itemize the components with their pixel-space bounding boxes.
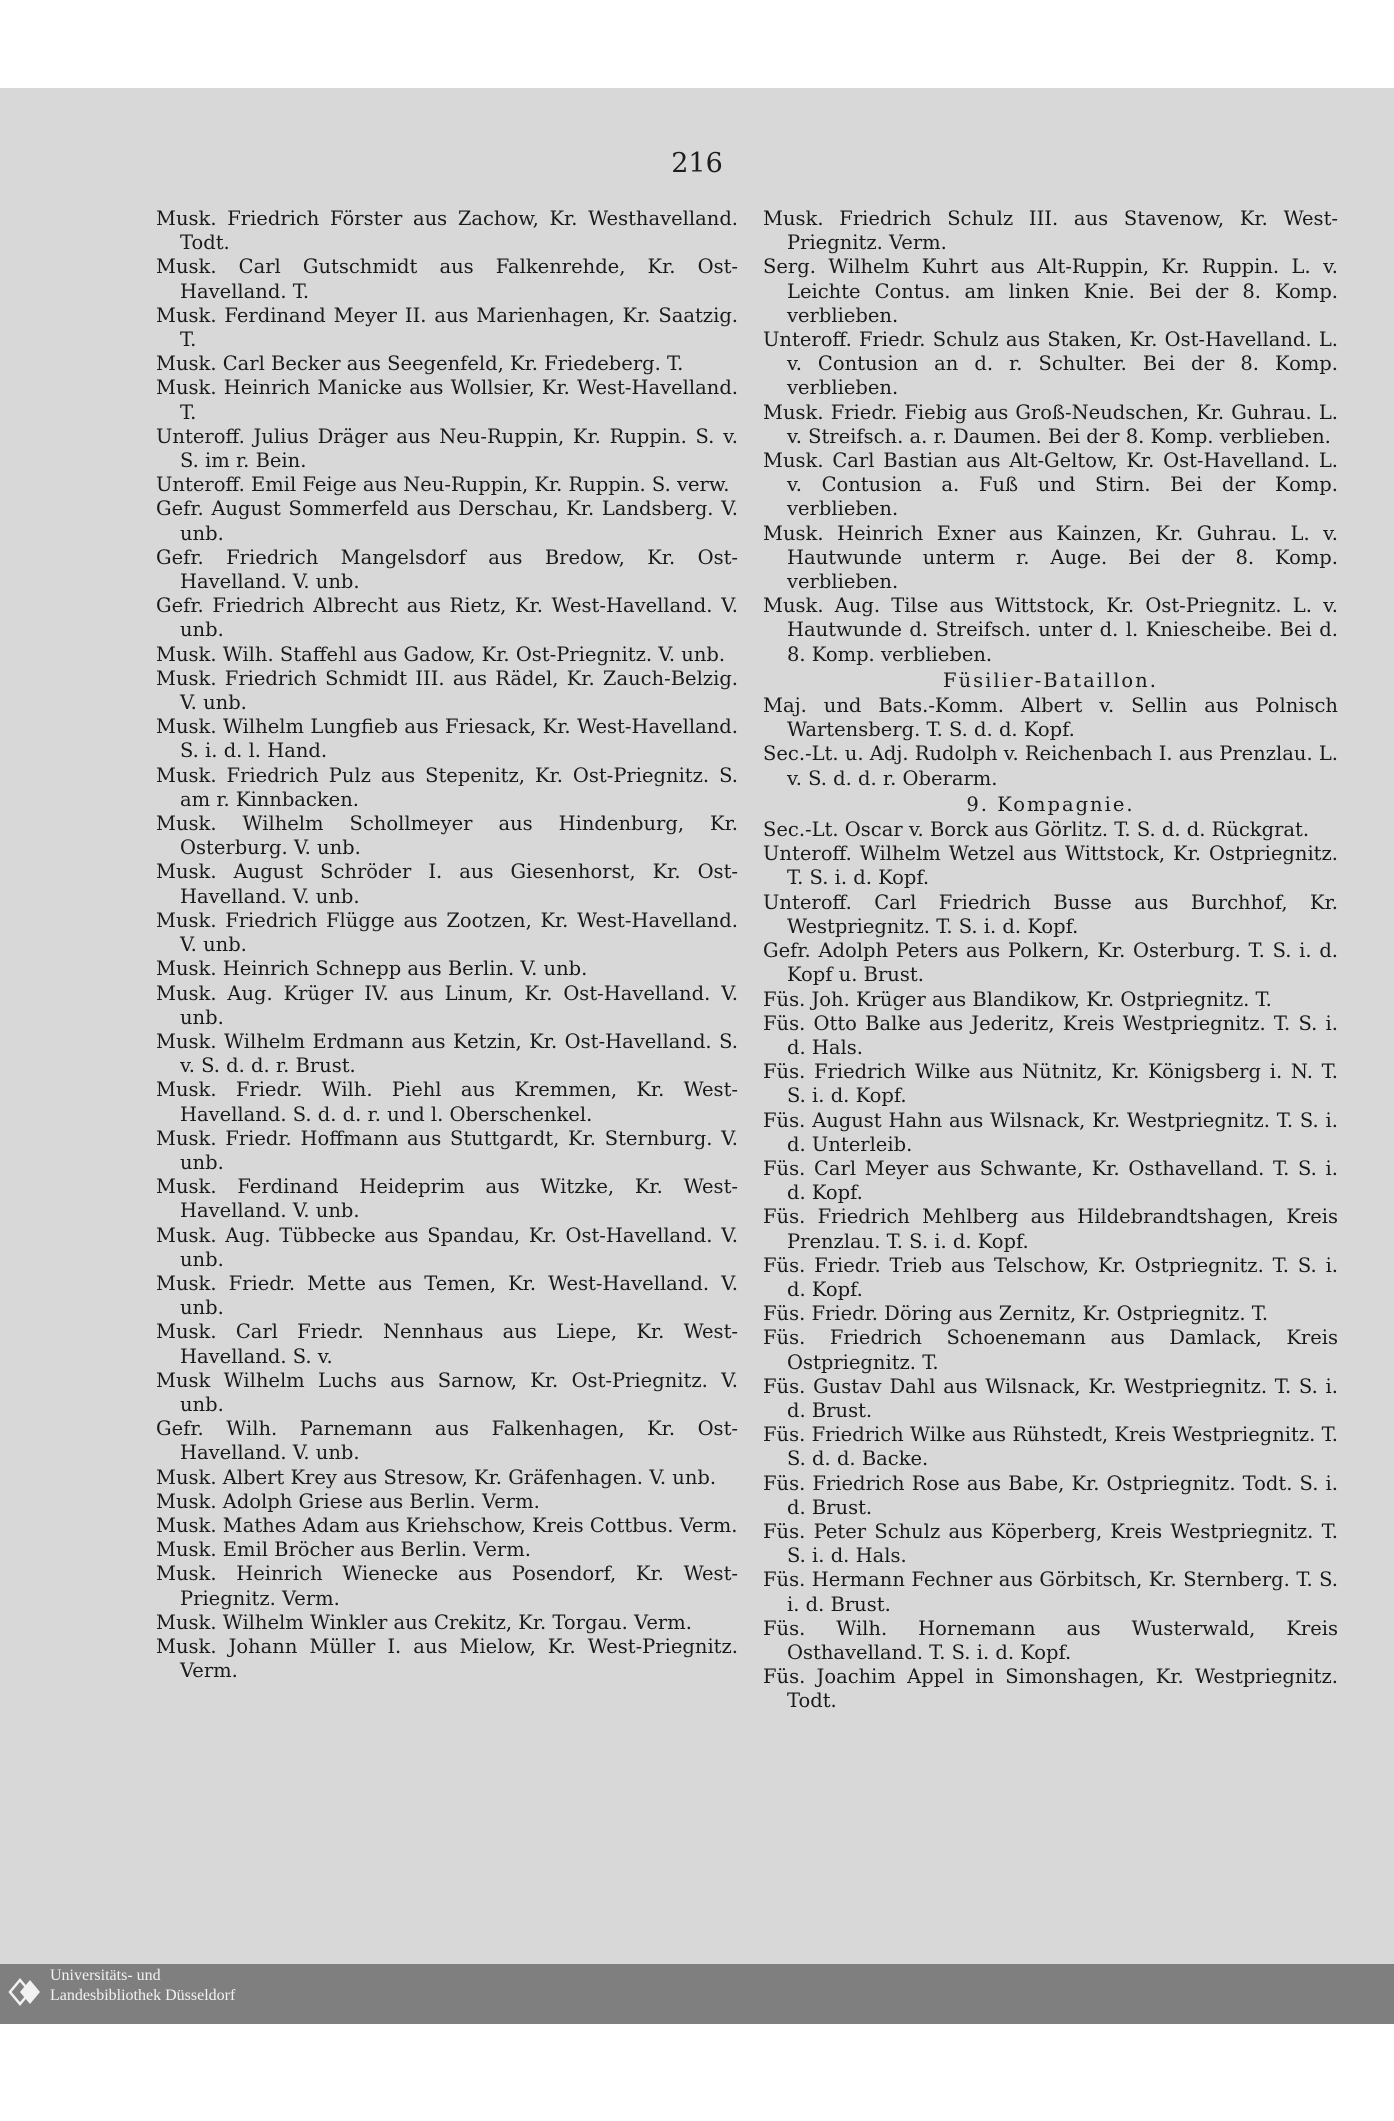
casualty-entry: Musk. Albert Krey aus Stresow, Kr. Gräfenhagen. V. unb. [156,1465,717,1489]
company-heading: 9. Kompagnie. [966,792,1135,816]
casualty-entry: Maj. und Bats.-Komm. Albert v. Sellin aus Polnisch Wartensberg. T. S. d. d. Kopf. [763,694,1338,742]
right-entries-ninth-company [763,818,1338,1714]
casualty-entry: Musk. Carl Gutschmidt aus Falkenrehde, Kr. Ost-Havelland. T. [156,255,738,303]
casualty-entry: Füs. August Hahn aus Wilsnack, Kr. Westpriegnitz. T. S. i. d. Unterleib. [763,1108,1338,1156]
casualty-entry: Unteroff. Carl Friedrich Busse aus Burchhof, Kr. Westpriegnitz. T. S. i. d. Kopf. [763,890,1338,938]
right-entries-eighth-company [763,207,1338,667]
casualty-entry: Füs. Friedr. Döring aus Zernitz, Kr. Ostpriegnitz. T. [763,1302,1269,1326]
casualty-entry: Musk. Heinrich Exner aus Kainzen, Kr. Guhrau. L. v. Hautwunde unterm r. Auge. Bei der 8. Komp. verblieben. [763,521,1338,594]
casualty-entry: Musk. Aug. Krüger IV. aus Linum, Kr. Ost-Havelland. V. unb. [156,981,738,1029]
casualty-entry: Musk. Friedrich Förster aus Zachow, Kr. Westhavelland. Todt. [156,207,738,255]
casualty-entry: Unteroff. Julius Dräger aus Neu-Ruppin, Kr. Ruppin. S. v. S. im r. Bein. [156,424,738,473]
casualty-entry: Musk. Aug. Tilse aus Wittstock, Kr. Ost-Priegnitz. L. v. Hautwunde d. Streifsch. unter d. l. Kniescheibe. Bei d. 8. Komp. verblieben. [763,594,1338,666]
casualty-entry: Füs. Friedr. Trieb aus Telschow, Kr. Ostpriegnitz. T. S. i. d. Kopf. [763,1253,1338,1301]
casualty-entry: Musk. Wilh. Staffehl aus Gadow, Kr. Ost-Priegnitz. V. unb. [156,642,726,666]
casualty-entry: Gefr. August Sommerfeld aus Derschau, Kr. Landsberg. V. unb. [156,497,738,545]
casualty-entry: Füs. Friedrich Wilke aus Nütnitz, Kr. Königsberg i. N. T. S. i. d. Kopf. [763,1060,1338,1108]
casualty-entry: Musk. Friedrich Pulz aus Stepenitz, Kr. Ost-Priegnitz. S. am r. Kinnbacken. [156,763,738,811]
casualty-entry: Musk. Friedrich Schmidt III. aus Rädel, Kr. Zauch-Belzig. V. unb. [156,666,738,715]
casualty-entry: Musk. Carl Bastian aus Alt-Geltow, Kr. Ost-Havelland. L. v. Contusion a. Fuß und Stirn. Bei der Komp. verblieben. [763,449,1338,521]
casualty-entry: Musk. Heinrich Schnepp aus Berlin. V. unb. [156,957,588,981]
casualty-entry: Musk. Friedr. Fiebig aus Groß-Neudschen, Kr. Guhrau. L. v. Streifsch. a. r. Daumen. Bei der 8. Komp. verblieben. [763,400,1338,448]
casualty-entry: Füs. Joh. Krüger aus Blandikow, Kr. Ostpriegnitz. T. [763,987,1272,1011]
casualty-entry: Musk. Friedrich Schulz III. aus Stavenow, Kr. West-Priegnitz. Verm. [763,207,1338,255]
casualty-entry: Gefr. Friedrich Mangelsdorf aus Bredow, Kr. Ost-Havelland. V. unb. [156,545,738,594]
casualty-entry: Musk. Heinrich Wienecke aus Posendorf, Kr. West-Priegnitz. Verm. [156,1562,738,1610]
casualty-entry: Musk. Friedr. Hoffmann aus Stuttgardt, Kr. Sternburg. V. unb. [156,1126,738,1174]
library-name-line2: Landesbibliothek Düsseldorf [50,1987,236,2004]
casualty-entry: Musk. Wilhelm Erdmann aus Ketzin, Kr. Ost-Havelland. S. v. S. d. d. r. Brust. [156,1029,738,1078]
casualty-entry: Musk. Wilhelm Lungfieb aus Friesack, Kr. West-Havelland. S. i. d. l. Hand. [156,715,738,763]
casualty-entry: Serg. Wilhelm Kuhrt aus Alt-Ruppin, Kr. Ruppin. L. v. Leichte Contus. am linken Knie. Bei der 8. Komp. verblieben. [763,255,1338,327]
casualty-entry: Füs. Friedrich Schoenemann aus Damlack, Kreis Ostpriegnitz. T. [763,1326,1338,1374]
casualty-entry: Musk. Johann Müller I. aus Mielow, Kr. West-Priegnitz. Verm. [156,1634,738,1683]
casualty-entry: Musk. Adolph Griese aus Berlin. Verm. [156,1489,540,1513]
casualty-entry: Unteroff. Friedr. Schulz aus Staken, Kr. Ost-Havelland. L. v. Contusion an d. r. Schulter. Bei der 8. Komp. verblieben. [763,328,1338,400]
casualty-entry: Musk. Mathes Adam aus Kriehschow, Kreis Cottbus. Verm. [156,1513,738,1537]
ulb-diamond-icon [6,1972,46,2012]
battalion-heading: Füsilier-Bataillon. [943,668,1158,692]
casualty-entry: Unteroff. Wilhelm Wetzel aus Wittstock, Kr. Ostpriegnitz. T. S. i. d. Kopf. [763,842,1338,890]
casualty-entry: Musk. Wilhelm Winkler aus Crekitz, Kr. Torgau. Verm. [156,1610,692,1634]
casualty-entry: Musk Wilhelm Luchs aus Sarnow, Kr. Ost-Priegnitz. V. unb. [156,1368,738,1416]
casualty-entry: Musk. August Schröder I. aus Giesenhorst, Kr. Ost-Havelland. V. unb. [156,860,738,908]
casualty-entry: Musk. Carl Friedr. Nennhaus aus Liepe, Kr. West-Havelland. S. v. [156,1320,738,1368]
casualty-entry: Füs. Friedrich Wilke aus Rühstedt, Kreis Westpriegnitz. T. S. d. d. Backe. [763,1423,1338,1471]
casualty-entry: Füs. Peter Schulz aus Köperberg, Kreis Westpriegnitz. T. S. i. d. Hals. [763,1519,1338,1568]
library-name-line1: Universitäts- und [50,1967,161,1984]
casualty-entry: Sec.-Lt. u. Adj. Rudolph v. Reichenbach I. aus Prenzlau. L. v. S. d. d. r. Oberarm. [763,742,1338,790]
library-name [50,1966,235,2006]
casualty-entry: Füs. Carl Meyer aus Schwante, Kr. Osthavelland. T. S. i. d. Kopf. [763,1156,1338,1205]
casualty-entry: Füs. Friedrich Mehlberg aus Hildebrandtshagen, Kreis Prenzlau. T. S. i. d. Kopf. [763,1205,1338,1253]
casualty-entry: Füs. Gustav Dahl aus Wilsnack, Kr. Westpriegnitz. T. S. i. d. Brust. [763,1374,1338,1422]
casualty-entry: Musk. Ferdinand Heideprim aus Witzke, Kr. West-Havelland. V. unb. [156,1175,738,1223]
casualty-entry: Musk. Ferdinand Meyer II. aus Marienhagen, Kr. Saatzig. T. [156,303,738,352]
casualty-entry: Musk. Emil Bröcher aus Berlin. Verm. [156,1538,531,1562]
casualty-entry: Musk. Friedr. Wilh. Piehl aus Kremmen, Kr. West-Havelland. S. d. d. r. und l. Oberschenkel. [156,1078,738,1126]
casualty-entry: Musk. Friedr. Mette aus Temen, Kr. West-Havelland. V. unb. [156,1271,738,1320]
casualty-entry: Musk. Heinrich Manicke aus Wollsier, Kr. West-Havelland. T. [156,376,738,424]
left-column [156,207,738,1683]
page-number: 216 [671,148,723,179]
casualty-entry: Füs. Otto Balke aus Jederitz, Kreis Westpriegnitz. T. S. i. d. Hals. [763,1011,1338,1059]
casualty-entry: Gefr. Adolph Peters aus Polkern, Kr. Osterburg. T. S. i. d. Kopf u. Brust. [763,939,1338,987]
right-entries-battalion-staff [763,694,1338,791]
casualty-entry: Musk. Wilhelm Schollmeyer aus Hindenburg, Kr. Osterburg. V. unb. [156,812,738,860]
casualty-entry: Füs. Wilh. Hornemann aus Wusterwald, Kreis Osthavelland. T. S. i. d. Kopf. [763,1616,1338,1664]
casualty-entry: Gefr. Wilh. Parnemann aus Falkenhagen, Kr. Ost-Havelland. V. unb. [156,1417,738,1465]
casualty-entry: Unteroff. Emil Feige aus Neu-Ruppin, Kr. Ruppin. S. verw. [156,473,730,497]
casualty-entry: Füs. Hermann Fechner aus Görbitsch, Kr. Sternberg. T. S. i. d. Brust. [763,1568,1338,1616]
casualty-entry: Füs. Friedrich Rose aus Babe, Kr. Ostpriegnitz. Todt. S. i. d. Brust. [763,1471,1338,1519]
casualty-entry: Füs. Joachim Appel in Simonshagen, Kr. Westpriegnitz. Todt. [763,1665,1338,1713]
right-column [763,207,1338,1714]
casualty-entry: Gefr. Friedrich Albrecht aus Rietz, Kr. West-Havelland. V. unb. [156,594,738,642]
casualty-entry: Musk. Carl Becker aus Seegenfeld, Kr. Friedeberg. T. [156,352,684,376]
casualty-entry: Musk. Aug. Tübbecke aus Spandau, Kr. Ost-Havelland. V. unb. [156,1223,738,1271]
casualty-entry: Musk. Friedrich Flügge aus Zootzen, Kr. West-Havelland. V. unb. [156,908,738,957]
casualty-entry: Sec.-Lt. Oscar v. Borck aus Görlitz. T. S. d. d. Rückgrat. [763,818,1310,842]
